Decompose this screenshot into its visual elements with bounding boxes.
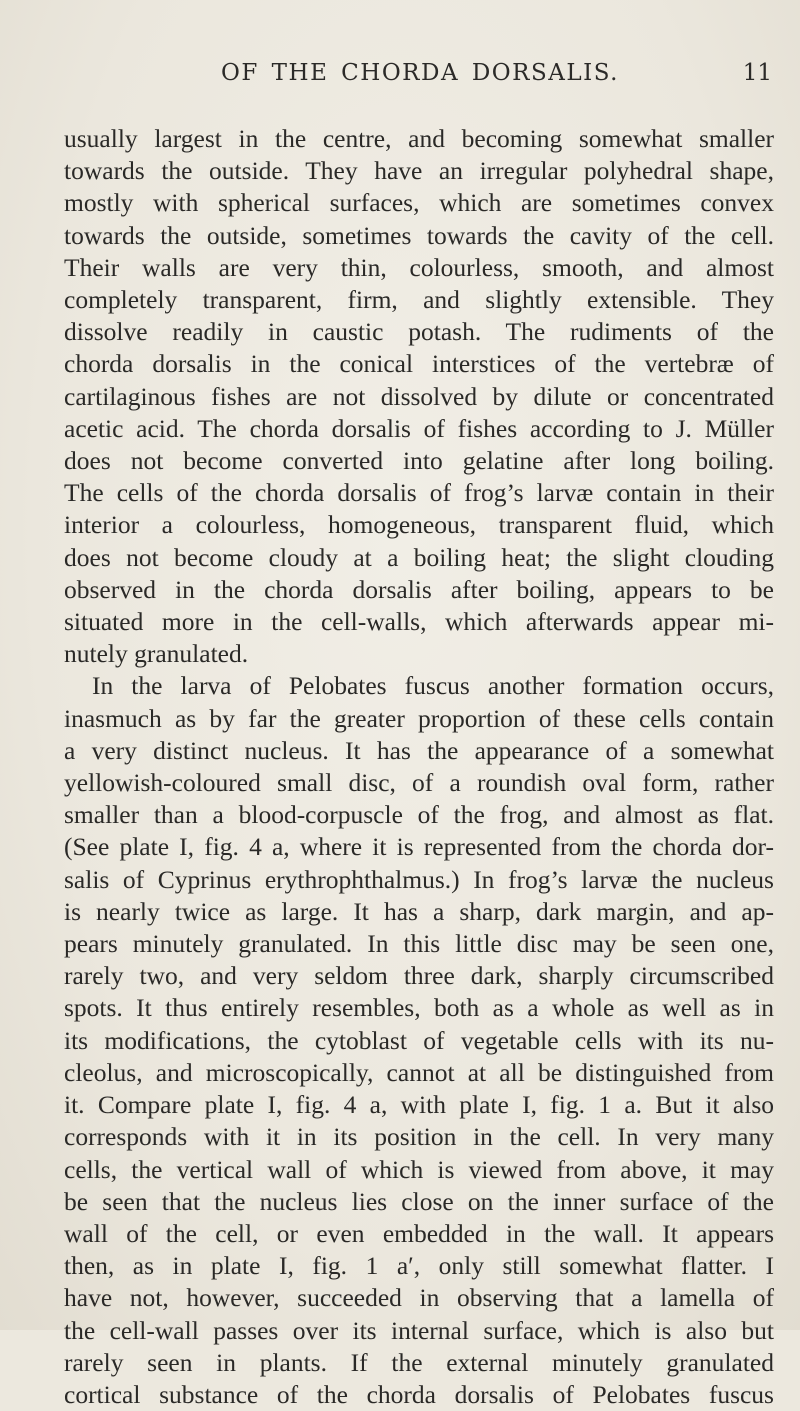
text-line: yellowish-coloured small disc, of a roundish oval form, rather	[64, 768, 774, 798]
text-line: usually largest in the centre, and becoming somewhat smaller	[64, 124, 774, 153]
paragraph-2	[64, 670, 774, 1411]
text-line: The cells of the chorda dorsalis of frog’s larvæ contain in their	[64, 478, 774, 508]
text-line: nutely granulated.	[64, 639, 249, 669]
text-line: smaller than a blood-corpuscle of the frog, and almost as flat.	[64, 800, 774, 830]
running-head	[60, 60, 780, 100]
text-line: rarely two, and very seldom three dark, sharply circumscribed	[64, 961, 774, 991]
text-line: corresponds with it in its position in the cell. In very many	[64, 1122, 774, 1152]
text-line: pears minutely granulated. In this little disc may be seen one,	[64, 929, 774, 959]
text-line: then, as in plate I, fig. 1 a′, only still somewhat flatter. I	[64, 1251, 774, 1281]
text-line: Their walls are very thin, colourless, smooth, and almost	[64, 252, 774, 282]
body-text	[64, 123, 774, 1411]
paragraph-1	[64, 123, 774, 670]
text-line: salis of Cyprinus erythrophthalmus.) In frog’s larvæ the nucleus	[64, 864, 774, 894]
text-line: its modifications, the cytoblast of vegetable cells with its nu-	[64, 1025, 774, 1055]
text-line: be seen that the nucleus lies close on the inner surface of the	[64, 1186, 774, 1216]
text-line: cleolus, and microscopically, cannot at all be distinguished from	[64, 1057, 774, 1087]
text-line: have not, however, succeeded in observing that a lamella of	[64, 1283, 774, 1313]
text-line: it. Compare plate I, fig. 4 a, with plate I, fig. 1 a. But it also	[64, 1090, 774, 1120]
text-line: wall of the cell, or even embedded in the wall. It appears	[64, 1218, 774, 1248]
text-line: towards the outside. They have an irregular polyhedral shape,	[64, 156, 774, 186]
text-line: completely transparent, firm, and slightly extensible. They	[64, 285, 774, 315]
text-line: observed in the chorda dorsalis after boiling, appears to be	[64, 574, 774, 604]
text-line: chorda dorsalis in the conical interstices of the vertebræ of	[64, 349, 774, 379]
text-line: towards the outside, sometimes towards the cavity of the cell.	[64, 220, 774, 250]
text-line: inasmuch as by far the greater proportion of these cells contain	[64, 703, 774, 733]
page-number: 11	[742, 60, 772, 86]
text-line: rarely seen in plants. If the external minutely granulated	[64, 1347, 774, 1377]
text-line: dissolve readily in caustic potash. The rudiments of the	[64, 317, 774, 347]
text-line: does not become cloudy at a boiling heat; the slight clouding	[64, 542, 774, 572]
text-line: the cell-wall passes over its internal surface, which is also but	[64, 1315, 774, 1345]
text-line: (See plate I, fig. 4 a, where it is represented from the chorda dor-	[64, 832, 774, 862]
text-line: interior a colourless, homogeneous, transparent fluid, which	[64, 510, 774, 540]
text-line: is nearly twice as large. It has a sharp, dark margin, and ap-	[64, 896, 774, 926]
text-line: cortical substance of the chorda dorsalis of Pelobates fuscus	[64, 1379, 774, 1409]
running-title: OF THE CHORDA DORSALIS.	[221, 60, 619, 86]
text-line: does not become converted into gelatine after long boiling.	[64, 446, 774, 476]
text-line: cartilaginous fishes are not dissolved by dilute or concentrated	[64, 381, 774, 411]
text-line: mostly with spherical surfaces, which are sometimes convex	[64, 188, 774, 218]
text-line: In the larva of Pelobates fuscus another formation occurs,	[92, 671, 774, 701]
text-line: a very distinct nucleus. It has the appearance of a somewhat	[64, 735, 774, 765]
text-line: situated more in the cell-walls, which afterwards appear mi-	[64, 607, 774, 637]
text-line: cells, the vertical wall of which is viewed from above, it may	[64, 1154, 774, 1184]
text-line: acetic acid. The chorda dorsalis of fishes according to J. Müller	[64, 413, 774, 443]
text-line: spots. It thus entirely resembles, both as a whole as well as in	[64, 993, 774, 1023]
